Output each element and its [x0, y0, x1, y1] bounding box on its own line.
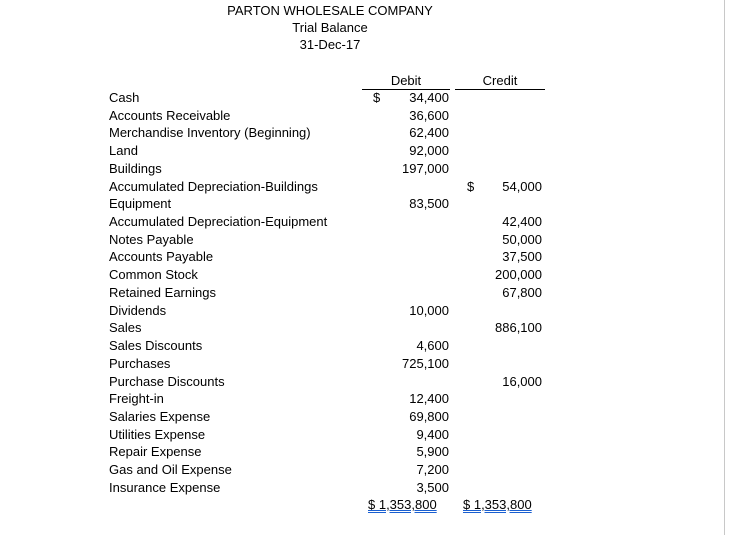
ledger-row [0, 248, 732, 266]
ledger-row [0, 178, 732, 196]
company-name: PARTON WHOLESALE COMPANY [227, 3, 433, 18]
credit-column-header: Credit [482, 73, 518, 88]
account-name: Freight-in [109, 391, 164, 407]
debit-amount: 69,800 [409, 408, 449, 424]
credit-amount: 37,500 [502, 249, 542, 265]
ledger-row [0, 426, 732, 444]
ledger-row [0, 213, 732, 231]
ledger-row [0, 89, 732, 107]
account-name: Equipment [109, 196, 172, 212]
ledger-row [0, 266, 732, 284]
account-name: Dividends [109, 302, 167, 318]
debit-amount: 4,600 [416, 338, 449, 354]
debit-column-header: Debit [390, 73, 422, 88]
ledger-row [0, 142, 732, 160]
debit-amount: 92,000 [409, 143, 449, 159]
account-name: Cash [109, 90, 140, 105]
account-name: Purchase Discounts [109, 373, 225, 389]
debit-amount: 725,100 [402, 355, 449, 371]
account-name: Land [109, 143, 138, 159]
credit-amount: 54,000 [502, 178, 542, 194]
account-name: Gas and Oil Expense [109, 462, 232, 478]
account-name: Accounts Receivable [109, 107, 231, 123]
credit-amount: 42,400 [502, 214, 542, 230]
debit-amount: 197,000 [402, 160, 449, 176]
ledger-row [0, 355, 732, 373]
account-name: Notes Payable [109, 231, 194, 247]
debit-amount: 10,000 [409, 302, 449, 318]
debit-dollar-sign: $ [373, 90, 381, 105]
ledger-row [0, 479, 732, 497]
account-name: Utilities Expense [109, 426, 206, 442]
ledger-row [0, 408, 732, 426]
debit-amount: 83,500 [409, 196, 449, 212]
debit-amount: 34,400 [409, 90, 449, 105]
account-name: Purchases [109, 355, 171, 371]
report-title: Trial Balance [292, 20, 368, 35]
account-name: Retained Earnings [109, 284, 216, 300]
debit-amount: 3,500 [416, 479, 449, 495]
credit-amount: 50,000 [502, 231, 542, 247]
account-name: Accumulated Depreciation-Equipment [109, 214, 328, 230]
credit-amount: 67,800 [502, 284, 542, 300]
debit-amount: 36,600 [409, 107, 449, 123]
account-name: Sales Discounts [109, 338, 203, 354]
account-name: Repair Expense [109, 444, 202, 460]
account-name: Insurance Expense [109, 479, 221, 495]
debit-amount: 5,900 [416, 444, 449, 460]
ledger-row [0, 302, 732, 320]
account-name: Salaries Expense [109, 408, 211, 424]
debit-amount: 9,400 [416, 426, 449, 442]
totals-row [0, 496, 732, 513]
ledger-row [0, 390, 732, 408]
account-name: Sales [109, 320, 142, 336]
ledger-row [0, 107, 732, 125]
ledger-row [0, 337, 732, 355]
ledger-row [0, 195, 732, 213]
account-name: Common Stock [109, 267, 198, 283]
report-date: 31-Dec-17 [299, 37, 361, 52]
account-name: Accounts Payable [109, 249, 214, 265]
ledger-row [0, 160, 732, 178]
account-name: Merchandise Inventory (Beginning) [109, 125, 311, 141]
debit-amount: 7,200 [416, 462, 449, 478]
ledger-row [0, 319, 732, 337]
debit-amount: 12,400 [409, 391, 449, 407]
credit-amount: 16,000 [502, 373, 542, 389]
account-name: Accumulated Depreciation-Buildings [109, 178, 318, 194]
debit-total: $ 1,353,800 [368, 497, 437, 512]
ledger-row [0, 231, 732, 249]
credit-amount: 886,100 [495, 320, 542, 336]
ledger-row [0, 461, 732, 479]
account-name: Buildings [109, 160, 162, 176]
credit-amount: 200,000 [495, 267, 542, 283]
ledger-row [0, 373, 732, 391]
credit-total: $ 1,353,800 [463, 497, 532, 512]
credit-dollar-sign: $ [467, 178, 475, 194]
debit-amount: 62,400 [409, 125, 449, 141]
ledger-row [0, 284, 732, 302]
ledger-row [0, 124, 732, 142]
ledger-row [0, 443, 732, 461]
